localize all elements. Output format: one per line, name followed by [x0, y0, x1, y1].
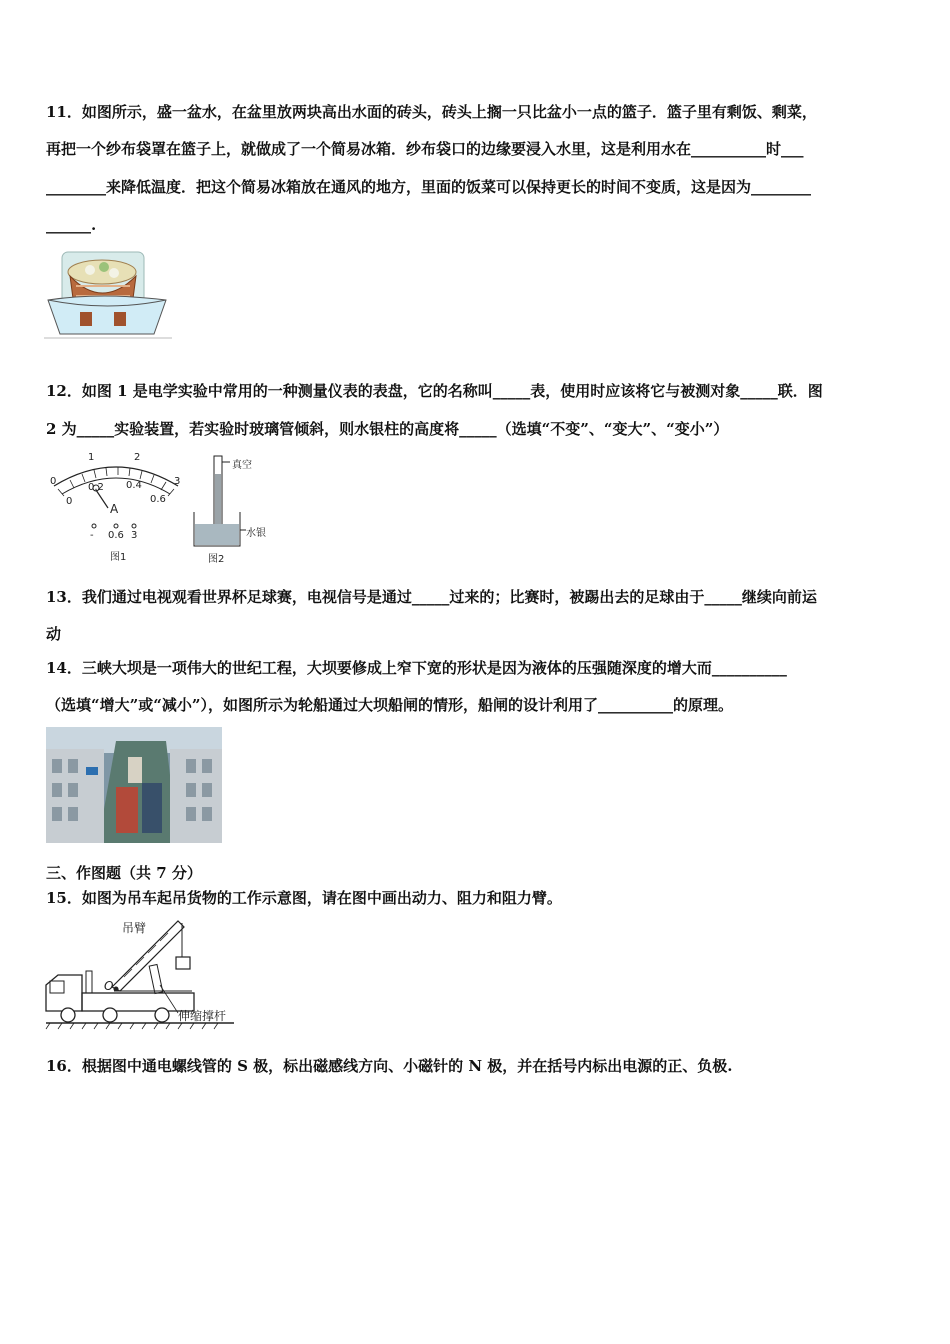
section-3-heading: 三、作图题（共 7 分） — [46, 864, 202, 882]
ammeter-scale-0: 0 — [50, 476, 57, 487]
torricelli-figure — [190, 452, 280, 564]
q14-line-2: （选填“增大”或“减小”），如图所示为轮船通过大坝船闸的情形，船闸的设计利用了__________的原理。 — [46, 696, 734, 714]
fig2-caption: 图2 — [208, 554, 225, 565]
q12-line-1: 12．如图 1 是电学实验中常用的一种测量仪表的表盘，它的名称叫_____表，使用时应该将它与被测对象_____联．图 — [46, 382, 823, 400]
q11-line-3: ________来降低温度．把这个简易冰箱放在通风的地方，里面的饭菜可以保持更长的时间不变质，这是因为________ — [46, 178, 812, 196]
q12-line-2: 2 为_____实验装置，若实验时玻璃管倾斜，则水银柱的高度将_____（选填“不变”、“变大”、“变小”） — [46, 420, 729, 438]
ship-lock-photo — [46, 727, 222, 847]
crane-truck-figure — [42, 915, 252, 1033]
q14-line-1: 14．三峡大坝是一项伟大的世纪工程，大坝要修成上窄下宽的形状是因为液体的压强随深度的增大而__________ — [46, 659, 787, 677]
ammeter-scale-0-small: 0 — [66, 496, 73, 507]
simple-fridge-figure — [44, 248, 172, 344]
q11-line-4: ______. — [46, 216, 97, 234]
q16-line-1: 16．根据图中通电螺线管的 S 极，标出磁感线方向、小磁针的 N 极，并在括号内标出电源的正、负极. — [46, 1057, 733, 1075]
terminal-3: 3 — [131, 530, 138, 541]
ammeter-scale-0-4: 0.4 — [126, 480, 142, 491]
fig1-caption: 图1 — [110, 552, 127, 563]
ammeter-scale-1: 1 — [88, 452, 95, 463]
rod-label: 伸缩撑杆 — [178, 1009, 227, 1023]
ammeter-scale-0-2: 0.2 — [88, 482, 104, 493]
q13-line-1: 13．我们通过电视观看世界杯足球赛，电视信号是通过_____过来的；比赛时，被踢出去的足球由于_____继续向前运 — [46, 588, 817, 606]
q11-line-2: 再把一个纱布袋罩在篮子上，就做成了一个简易冰箱．纱布袋口的边缘要浸入水里，这是利用水在__________时___ — [46, 140, 804, 158]
terminal-0-6: 0.6 — [108, 530, 124, 541]
mercury-label: 水银 — [246, 528, 266, 539]
ammeter-scale-3: 3 — [174, 476, 181, 487]
q13-line-2: 动 — [46, 625, 62, 643]
q11-line-1: 11．如图所示，盛一盆水，在盆里放两块高出水面的砖头，砖头上搁一只比盆小一点的篮子．篮子里有剩饭、剩菜， — [46, 103, 817, 121]
ammeter-scale-2: 2 — [134, 452, 141, 463]
boom-label: 吊臂 — [122, 921, 147, 935]
q15-line-1: 15．如图为吊车起吊货物的工作示意图，请在图中画出动力、阻力和阻力臂。 — [46, 889, 562, 907]
ammeter-scale-0-6: 0.6 — [150, 494, 166, 505]
ammeter-figure — [46, 452, 186, 564]
pivot-label: O — [104, 979, 114, 993]
ammeter-unit: A — [110, 502, 119, 516]
vacuum-label: 真空 — [232, 460, 252, 471]
terminal-minus: - — [90, 530, 94, 541]
